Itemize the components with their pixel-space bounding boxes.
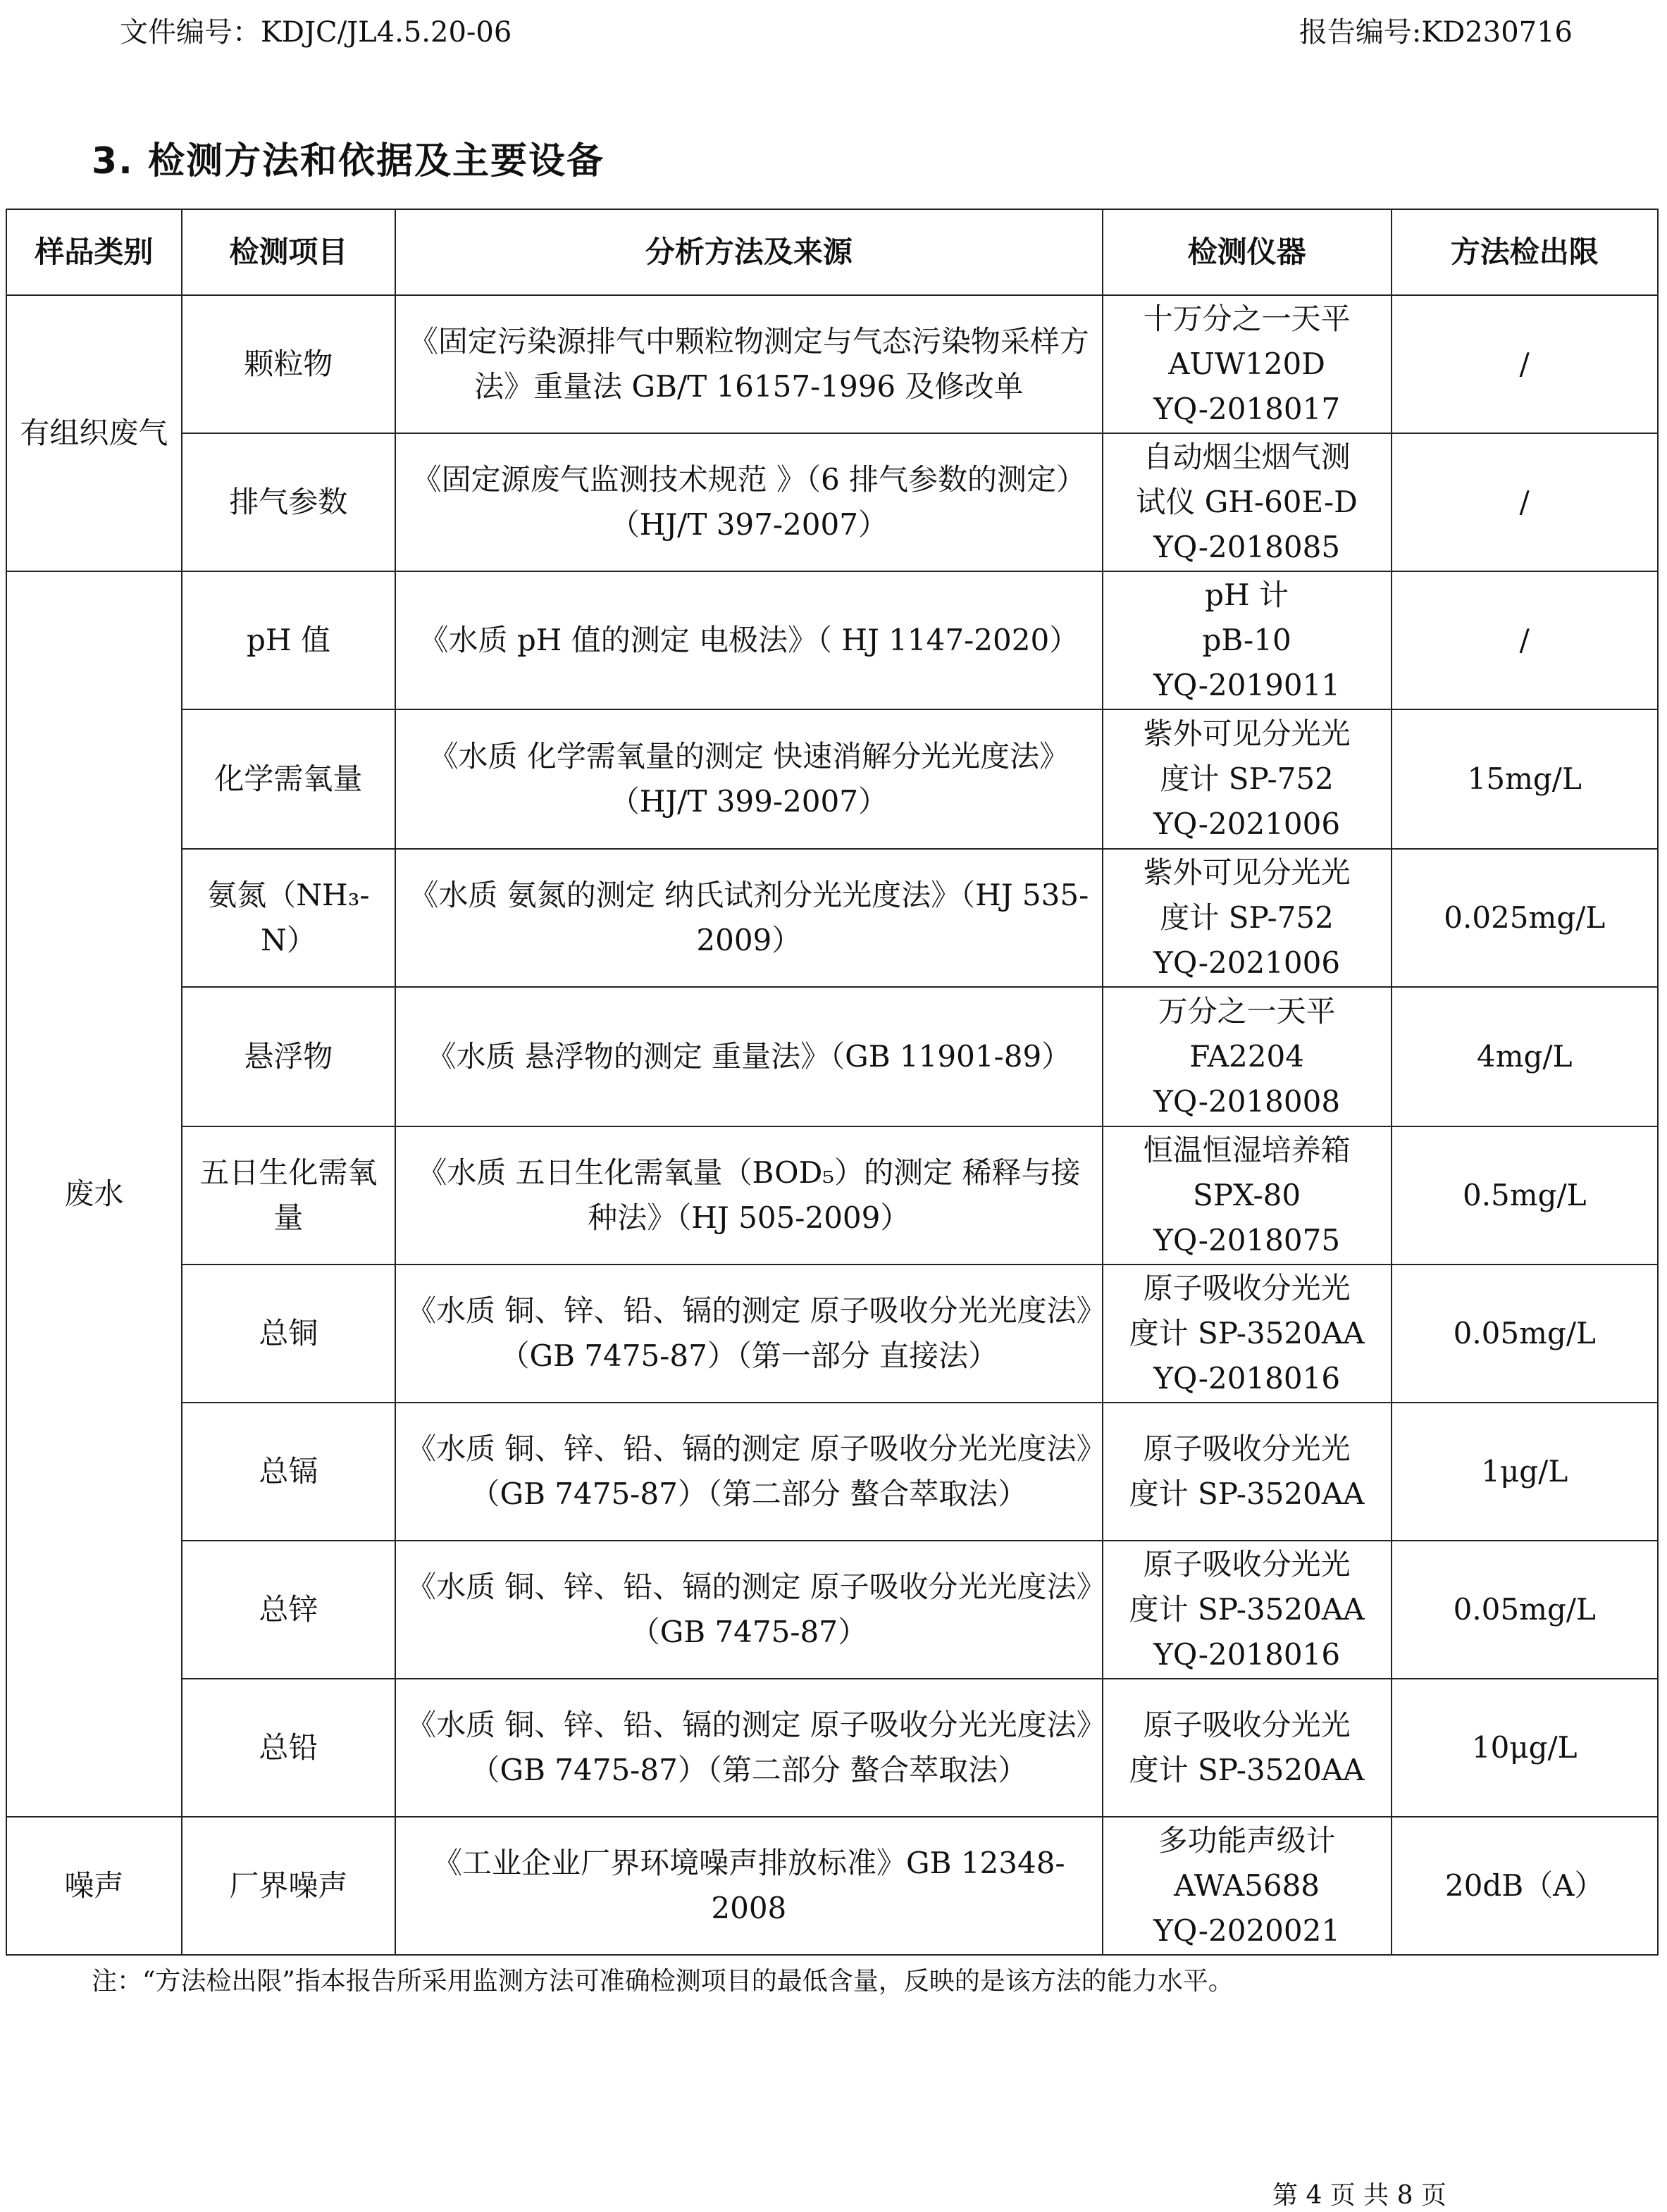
test-item-cell: pH 值 (182, 571, 395, 709)
document-number: 文件编号：KDJC/JL4.5.20-06 (120, 16, 512, 49)
instrument-line: 度计 SP-752 (1160, 762, 1334, 796)
instrument-line: FA2204 (1189, 1039, 1304, 1074)
test-item-cell: 厂界噪声 (182, 1817, 395, 1955)
instrument-line: 多功能声级计 (1158, 1823, 1336, 1858)
instrument-line: YQ-2018085 (1153, 530, 1341, 564)
header-sample-category: 样品类别 (6, 209, 182, 295)
methods-table (6, 209, 1659, 1956)
detection-limit-cell: / (1392, 571, 1659, 709)
instrument-line: 原子吸收分光光 (1143, 1271, 1351, 1305)
test-item-cell: 总镉 (182, 1403, 395, 1541)
method-source-cell: 《水质 氨氮的测定 纳氏试剂分光光度法》（HJ 535-2009） (395, 849, 1103, 987)
instrument-line: 恒温恒湿培养箱 (1143, 1133, 1351, 1167)
instrument-line: 紫外可见分光光 (1143, 855, 1351, 890)
instrument-line: YQ-2018008 (1153, 1084, 1341, 1119)
instrument-cell (1103, 709, 1392, 849)
detection-limit-cell: / (1392, 295, 1659, 433)
test-item-cell: 总锌 (182, 1541, 395, 1679)
detection-limit-cell: 0.5mg/L (1392, 1126, 1659, 1265)
instrument-line: 紫外可见分光光 (1143, 716, 1351, 751)
instrument-cell (1103, 295, 1392, 433)
instrument-line: 万分之一天平 (1158, 994, 1336, 1029)
section-title: 3. 检测方法和依据及主要设备 (92, 140, 605, 182)
instrument-line: YQ-2018016 (1153, 1637, 1341, 1672)
detection-limit-cell: 0.05mg/L (1392, 1541, 1659, 1679)
instrument-line: YQ-2019011 (1153, 668, 1341, 702)
method-source-cell: 《水质 铜、锌、铅、镉的测定 原子吸收分光光度法》（GB 7475-87） (395, 1541, 1103, 1679)
instrument-line: pB-10 (1202, 623, 1291, 657)
instrument-line: 试仪 GH-60E-D (1136, 485, 1358, 519)
instrument-cell (1103, 987, 1392, 1126)
instrument-line: YQ-2018016 (1153, 1361, 1341, 1396)
detection-limit-cell: 1μg/L (1392, 1403, 1659, 1541)
instrument-line: 度计 SP-3520AA (1129, 1592, 1365, 1627)
page-number: 第 4 页 共 8 页 (1272, 2181, 1447, 2210)
instrument-cell (1103, 1541, 1392, 1679)
header-instrument: 检测仪器 (1103, 209, 1392, 295)
instrument-line: 自动烟尘烟气测 (1143, 440, 1351, 474)
instrument-cell (1103, 433, 1392, 571)
instrument-line: 度计 SP-3520AA (1129, 1477, 1365, 1511)
method-source-cell: 《水质 五日生化需氧量（BOD₅）的测定 稀释与接种法》（HJ 505-2009） (395, 1126, 1103, 1265)
detection-limit-cell: 20dB（A） (1392, 1817, 1659, 1955)
test-item-cell: 颗粒物 (182, 295, 395, 433)
instrument-cell (1103, 1679, 1392, 1817)
instrument-line: 度计 SP-3520AA (1129, 1753, 1365, 1787)
instrument-line: AWA5688 (1174, 1868, 1320, 1903)
test-item-cell: 氨氮（NH₃-N） (182, 849, 395, 987)
footnote: 注：“方法检出限”指本报告所采用监测方法可准确检测项目的最低含量，反映的是该方法的能力水平。 (92, 1967, 1234, 1996)
test-item-cell: 化学需氧量 (182, 709, 395, 849)
instrument-cell (1103, 1403, 1392, 1541)
table-row (6, 1541, 1658, 1679)
table-row (6, 849, 1658, 987)
detection-limit-cell: 10μg/L (1392, 1679, 1659, 1817)
method-source-cell: 《水质 铜、锌、铅、镉的测定 原子吸收分光光度法》（GB 7475-87）（第二部分 螯合萃取法） (395, 1403, 1103, 1541)
sample-category-cell: 噪声 (6, 1817, 182, 1955)
table-header-row (6, 209, 1658, 295)
instrument-line: YQ-2021006 (1153, 807, 1341, 841)
test-item-cell: 排气参数 (182, 433, 395, 571)
instrument-line: 度计 SP-3520AA (1129, 1316, 1365, 1350)
sample-category-cell: 废水 (6, 571, 182, 1817)
method-source-cell: 《水质 铜、锌、铅、镉的测定 原子吸收分光光度法》（GB 7475-87）（第一部分 直接法） (395, 1265, 1103, 1403)
instrument-line: 十万分之一天平 (1143, 302, 1351, 336)
table-row (6, 295, 1658, 433)
method-source-cell: 《固定源废气监测技术规范 》（6 排气参数的测定）（HJ/T 397-2007） (395, 433, 1103, 571)
instrument-line: 原子吸收分光光 (1143, 1431, 1351, 1466)
test-item-cell: 总铜 (182, 1265, 395, 1403)
method-source-cell: 《水质 化学需氧量的测定 快速消解分光光度法》（HJ/T 399-2007） (395, 709, 1103, 849)
test-item-cell: 五日生化需氧量 (182, 1126, 395, 1265)
instrument-line: AUW120D (1168, 347, 1325, 381)
method-source-cell: 《水质 铜、锌、铅、镉的测定 原子吸收分光光度法》（GB 7475-87）（第二部分 螯合萃取法） (395, 1679, 1103, 1817)
instrument-line: 原子吸收分光光 (1143, 1547, 1351, 1582)
report-number: 报告编号:KD230716 (1299, 16, 1573, 49)
test-item-cell: 总铅 (182, 1679, 395, 1817)
method-source-cell: 《水质 悬浮物的测定 重量法》（GB 11901-89） (395, 987, 1103, 1126)
table-row (6, 433, 1658, 571)
table-row (6, 1265, 1658, 1403)
instrument-line: 原子吸收分光光 (1143, 1708, 1351, 1742)
method-source-cell: 《固定污染源排气中颗粒物测定与气态污染物采样方法》重量法 GB/T 16157-1996 及修改单 (395, 295, 1103, 433)
table-body (6, 295, 1658, 1955)
instrument-line: YQ-2020021 (1153, 1913, 1341, 1948)
method-source-cell: 《工业企业厂界环境噪声排放标准》GB 12348-2008 (395, 1817, 1103, 1955)
header-method-source: 分析方法及来源 (395, 209, 1103, 295)
detection-limit-cell: 0.025mg/L (1392, 849, 1659, 987)
table-row (6, 987, 1658, 1126)
instrument-cell (1103, 1126, 1392, 1265)
instrument-line: 度计 SP-752 (1160, 900, 1334, 935)
instrument-line: pH 计 (1205, 578, 1289, 612)
sample-category-cell: 有组织废气 (6, 295, 182, 571)
table-row (6, 709, 1658, 849)
instrument-cell (1103, 1265, 1392, 1403)
test-item-cell: 悬浮物 (182, 987, 395, 1126)
table-row (6, 1126, 1658, 1265)
detection-limit-cell: / (1392, 433, 1659, 571)
instrument-line: YQ-2021006 (1153, 945, 1341, 980)
instrument-line: YQ-2018075 (1153, 1223, 1341, 1257)
table-row (6, 571, 1658, 709)
instrument-cell (1103, 571, 1392, 709)
instrument-line: YQ-2018017 (1153, 392, 1341, 426)
table-row (6, 1817, 1658, 1955)
instrument-cell (1103, 849, 1392, 987)
header-test-item: 检测项目 (182, 209, 395, 295)
table-row (6, 1403, 1658, 1541)
detection-limit-cell: 15mg/L (1392, 709, 1659, 849)
instrument-line: SPX-80 (1193, 1178, 1301, 1212)
method-source-cell: 《水质 pH 值的测定 电极法》（ HJ 1147-2020） (395, 571, 1103, 709)
instrument-cell (1103, 1817, 1392, 1955)
header-detection-limit: 方法检出限 (1392, 209, 1659, 295)
detection-limit-cell: 4mg/L (1392, 987, 1659, 1126)
table-row (6, 1679, 1658, 1817)
detection-limit-cell: 0.05mg/L (1392, 1265, 1659, 1403)
